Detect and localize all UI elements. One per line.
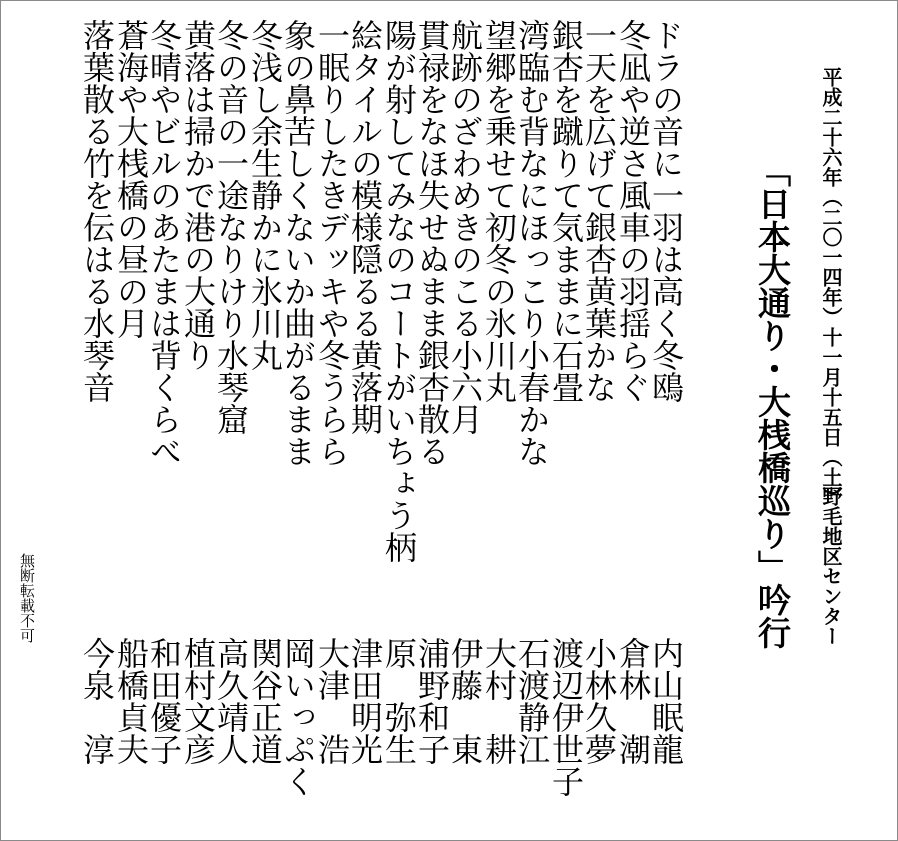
- author-name: 関谷正道: [246, 637, 284, 765]
- haiku-line: 一眠りしたきデッキや冬うらら: [313, 19, 351, 467]
- haiku-line: 黄落は掃かで港の大通り: [179, 19, 217, 371]
- haiku-line: 銀杏を蹴りて気ままに石畳: [547, 19, 585, 403]
- author-name: 和田優子: [145, 637, 183, 765]
- haiku-line: 冬浅し余生静かに氷川丸: [246, 19, 284, 371]
- author-name: 植村文彦: [179, 637, 217, 765]
- author-name: 今泉 淳: [78, 637, 116, 765]
- haiku-line: 望郷を乗せて初冬の氷川丸: [480, 19, 518, 403]
- haiku-line: 陽が射してみなのコートがいちょう柄: [380, 19, 418, 563]
- haiku-line: 象の鼻苦しくないか曲がるまま: [279, 19, 317, 467]
- author-name: 内山眠龍: [647, 637, 685, 765]
- author-name: 石渡静江: [513, 637, 551, 765]
- haiku-line: 冬の音の一途なりけり水琴窟: [212, 19, 250, 435]
- haiku-line: 蒼海や大桟橋の昼の月: [112, 19, 150, 339]
- author-name: 原 弥生: [380, 637, 418, 765]
- author-name: 大津 浩: [313, 637, 351, 765]
- author-name: 大村 耕: [480, 637, 518, 765]
- haiku-line: 絵タイルの模様隠るる黄落期: [346, 19, 384, 435]
- haiku-line: 冬凪や逆さ風車の羽揺らぐ: [614, 19, 652, 403]
- author-name: 船橋貞夫: [112, 637, 150, 765]
- haiku-line: ドラの音に一羽は高く冬鴎: [647, 19, 685, 403]
- haiku-line: 一天を広げて銀杏黄葉かな: [580, 19, 618, 403]
- author-name: 津田明光: [346, 637, 384, 765]
- haiku-line: 貫禄をなほ失せぬまま銀杏散る: [413, 19, 451, 467]
- haiku-line: 冬晴やビルのあたまは背くらべ: [145, 19, 183, 467]
- author-name: 小林久夢: [580, 637, 618, 765]
- copyright-notice: 無断転載不可: [18, 553, 36, 643]
- haiku-line: 落葉散る竹を伝はる水琴音: [78, 19, 116, 403]
- page-title: 「日本大通り・大桟橋巡り」吟行: [753, 154, 792, 649]
- author-name: 浦野和子: [413, 637, 451, 765]
- author-name: 高久靖人: [212, 637, 250, 765]
- haiku-line: 航跡のざわめきのこる小六月: [446, 19, 484, 435]
- author-name: 渡辺伊世子: [547, 637, 585, 797]
- author-name: 岡いっぷく: [279, 637, 317, 797]
- haiku-line: 湾臨む背なにほっこり小春かな: [513, 19, 551, 467]
- event-date: 平成二十六年（二〇一四年）十一月十五日（土）: [819, 67, 843, 507]
- author-name: 伊藤 東: [446, 637, 484, 765]
- author-name: 倉林 潮: [614, 637, 652, 765]
- event-venue: 野毛地区センター: [819, 486, 843, 646]
